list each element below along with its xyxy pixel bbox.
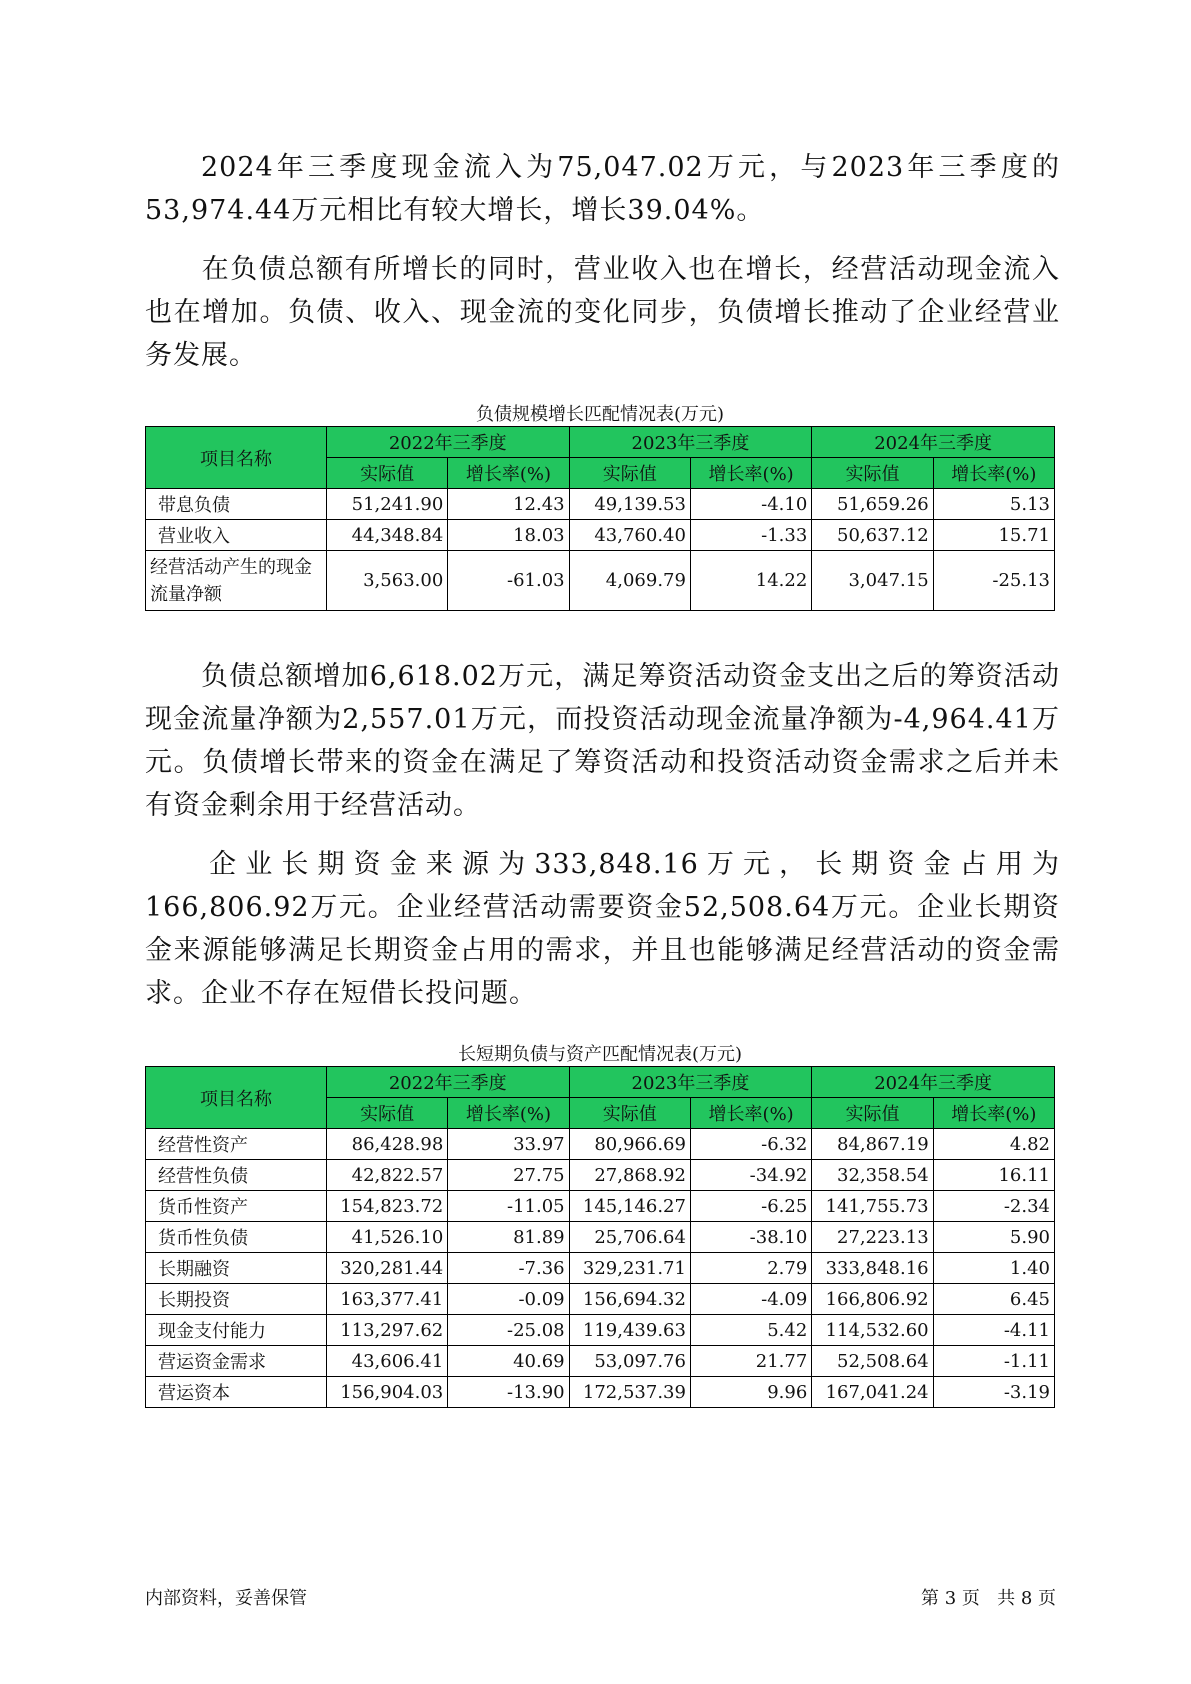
table-cell: 1.40 (933, 1253, 1054, 1284)
table-cell: 5.90 (933, 1222, 1054, 1253)
period-header: 2024年三季度 (812, 427, 1055, 458)
footer-page-number: 第 3 页 共 8 页 (921, 1588, 1056, 1609)
table-cell: 27.75 (448, 1160, 569, 1191)
table-cell: 41,526.10 (326, 1222, 447, 1253)
actual-value-header: 实际值 (569, 1098, 690, 1129)
table-cell: -61.03 (448, 551, 569, 611)
table-cell: 172,537.39 (569, 1377, 690, 1408)
table-cell: 15.71 (933, 520, 1054, 551)
table-cell: -11.05 (448, 1191, 569, 1222)
table-cell: 12.43 (448, 489, 569, 520)
table-cell: 156,904.03 (326, 1377, 447, 1408)
growth-rate-header: 增长率(%) (933, 1098, 1054, 1129)
table-cell: 32,358.54 (812, 1160, 933, 1191)
table-cell: 18.03 (448, 520, 569, 551)
period-header: 2022年三季度 (326, 1067, 569, 1098)
item-name-header: 项目名称 (146, 427, 327, 489)
table-cell: -38.10 (690, 1222, 811, 1253)
table-cell: 14.22 (690, 551, 811, 611)
table-cell: 166,806.92 (812, 1284, 933, 1315)
table-cell: 154,823.72 (326, 1191, 447, 1222)
table-cell: -6.32 (690, 1129, 811, 1160)
table-row (146, 1315, 1055, 1346)
row-label: 经营性资产 (146, 1129, 327, 1160)
table-row (146, 489, 1055, 520)
table-cell: 113,297.62 (326, 1315, 447, 1346)
table-cell: 43,606.41 (326, 1346, 447, 1377)
table-cell: 53,097.76 (569, 1346, 690, 1377)
table-cell: 4.82 (933, 1129, 1054, 1160)
row-label: 营运资金需求 (146, 1346, 327, 1377)
row-label: 营运资本 (146, 1377, 327, 1408)
growth-rate-header: 增长率(%) (690, 1098, 811, 1129)
table-row (146, 1222, 1055, 1253)
table-cell: 40.69 (448, 1346, 569, 1377)
table-cell: 43,760.40 (569, 520, 690, 551)
table-cell: 114,532.60 (812, 1315, 933, 1346)
table-cell: -2.34 (933, 1191, 1054, 1222)
table-cell: 6.45 (933, 1284, 1054, 1315)
table-cell: 329,231.71 (569, 1253, 690, 1284)
table-cell: -3.19 (933, 1377, 1054, 1408)
table-row (146, 1377, 1055, 1408)
actual-value-header: 实际值 (326, 458, 447, 489)
table-cell: 44,348.84 (326, 520, 447, 551)
table-cell: 5.13 (933, 489, 1054, 520)
paragraph-long-term-funds: 企业长期资金来源为333,848.16万元，长期资金占用为166,806.92万元。企业经营活动需要资金52,508.64万元。企业长期资金来源能够满足长期资金占用的需求，并且也能够满足经营活动的资金需求。企业不存在短借长投问题。 (145, 849, 1060, 1009)
growth-rate-header: 增长率(%) (448, 1098, 569, 1129)
actual-value-header: 实际值 (812, 1098, 933, 1129)
table-row (146, 520, 1055, 551)
table-cell: 320,281.44 (326, 1253, 447, 1284)
table-cell: 4,069.79 (569, 551, 690, 611)
table-cell: 27,868.92 (569, 1160, 690, 1191)
period-header: 2022年三季度 (326, 427, 569, 458)
table-cell: -4.10 (690, 489, 811, 520)
table-row (146, 1284, 1055, 1315)
table-cell: 145,146.27 (569, 1191, 690, 1222)
actual-value-header: 实际值 (812, 458, 933, 489)
debt-growth-table (145, 426, 1055, 611)
table-cell: 80,966.69 (569, 1129, 690, 1160)
actual-value-header: 实际值 (326, 1098, 447, 1129)
table-cell: 163,377.41 (326, 1284, 447, 1315)
actual-value-header: 实际值 (569, 458, 690, 489)
table-cell: 86,428.98 (326, 1129, 447, 1160)
table-cell: 141,755.73 (812, 1191, 933, 1222)
period-header: 2023年三季度 (569, 1067, 812, 1098)
table-cell: -34.92 (690, 1160, 811, 1191)
row-label: 货币性负债 (146, 1222, 327, 1253)
table-cell: 50,637.12 (812, 520, 933, 551)
row-label: 长期融资 (146, 1253, 327, 1284)
table1-caption: 负债规模增长匹配情况表(万元) (475, 404, 725, 425)
period-header: 2023年三季度 (569, 427, 812, 458)
table-cell: 2.79 (690, 1253, 811, 1284)
table-row (146, 1346, 1055, 1377)
row-label: 营业收入 (146, 520, 327, 551)
table-cell: 119,439.63 (569, 1315, 690, 1346)
table-cell: 52,508.64 (812, 1346, 933, 1377)
table-cell: 42,822.57 (326, 1160, 447, 1191)
table-cell: -4.11 (933, 1315, 1054, 1346)
table-cell: 5.42 (690, 1315, 811, 1346)
row-label: 带息负债 (146, 489, 327, 520)
paragraph-financing: 负债总额增加6,618.02万元，满足筹资活动资金支出之后的筹资活动现金流量净额为2,557.01万元，而投资活动现金流量净额为-4,964.41万元。负债增长带来的资金在满足了筹资活动和投资活动资金需求之后并未有资金剩余用于经营活动。 (145, 661, 1060, 821)
row-label: 经营活动产生的现金流量净额 (146, 551, 327, 611)
table-row (146, 1160, 1055, 1191)
paragraph-debt-growth: 在负债总额有所增长的同时，营业收入也在增长，经营活动现金流入也在增加。负债、收入、现金流的变化同步，负债增长推动了企业经营业务发展。 (145, 254, 1060, 371)
table-row (146, 1253, 1055, 1284)
table-row (146, 1129, 1055, 1160)
table-cell: 49,139.53 (569, 489, 690, 520)
table-cell: 16.11 (933, 1160, 1054, 1191)
table-cell: 9.96 (690, 1377, 811, 1408)
table-cell: 333,848.16 (812, 1253, 933, 1284)
table-cell: 156,694.32 (569, 1284, 690, 1315)
table-cell: 21.77 (690, 1346, 811, 1377)
table-cell: -25.13 (933, 551, 1054, 611)
table-cell: -7.36 (448, 1253, 569, 1284)
growth-rate-header: 增长率(%) (690, 458, 811, 489)
row-label: 长期投资 (146, 1284, 327, 1315)
table-cell: 84,867.19 (812, 1129, 933, 1160)
table2-caption: 长短期负债与资产匹配情况表(万元) (457, 1044, 743, 1065)
row-label: 货币性资产 (146, 1191, 327, 1222)
table-cell: 3,047.15 (812, 551, 933, 611)
table-cell: 33.97 (448, 1129, 569, 1160)
period-header: 2024年三季度 (812, 1067, 1055, 1098)
long-short-term-table (145, 1066, 1055, 1408)
table-cell: 51,659.26 (812, 489, 933, 520)
table-cell: -4.09 (690, 1284, 811, 1315)
growth-rate-header: 增长率(%) (448, 458, 569, 489)
table-cell: 25,706.64 (569, 1222, 690, 1253)
footer-confidential-note: 内部资料，妥善保管 (145, 1588, 307, 1609)
table-cell: -6.25 (690, 1191, 811, 1222)
table-cell: 3,563.00 (326, 551, 447, 611)
table-cell: -1.11 (933, 1346, 1054, 1377)
table-cell: -1.33 (690, 520, 811, 551)
table-cell: 81.89 (448, 1222, 569, 1253)
row-label: 现金支付能力 (146, 1315, 327, 1346)
table-cell: -25.08 (448, 1315, 569, 1346)
table-cell: 51,241.90 (326, 489, 447, 520)
paragraph-cash-inflow: 2024年三季度现金流入为75,047.02万元，与2023年三季度的53,974.44万元相比有较大增长，增长39.04%。 (145, 152, 1060, 226)
table-row (146, 551, 1055, 611)
table-cell: 167,041.24 (812, 1377, 933, 1408)
row-label: 经营性负债 (146, 1160, 327, 1191)
table-row (146, 1191, 1055, 1222)
growth-rate-header: 增长率(%) (933, 458, 1054, 489)
table-cell: -13.90 (448, 1377, 569, 1408)
table-cell: 27,223.13 (812, 1222, 933, 1253)
table-cell: -0.09 (448, 1284, 569, 1315)
item-name-header: 项目名称 (146, 1067, 327, 1129)
